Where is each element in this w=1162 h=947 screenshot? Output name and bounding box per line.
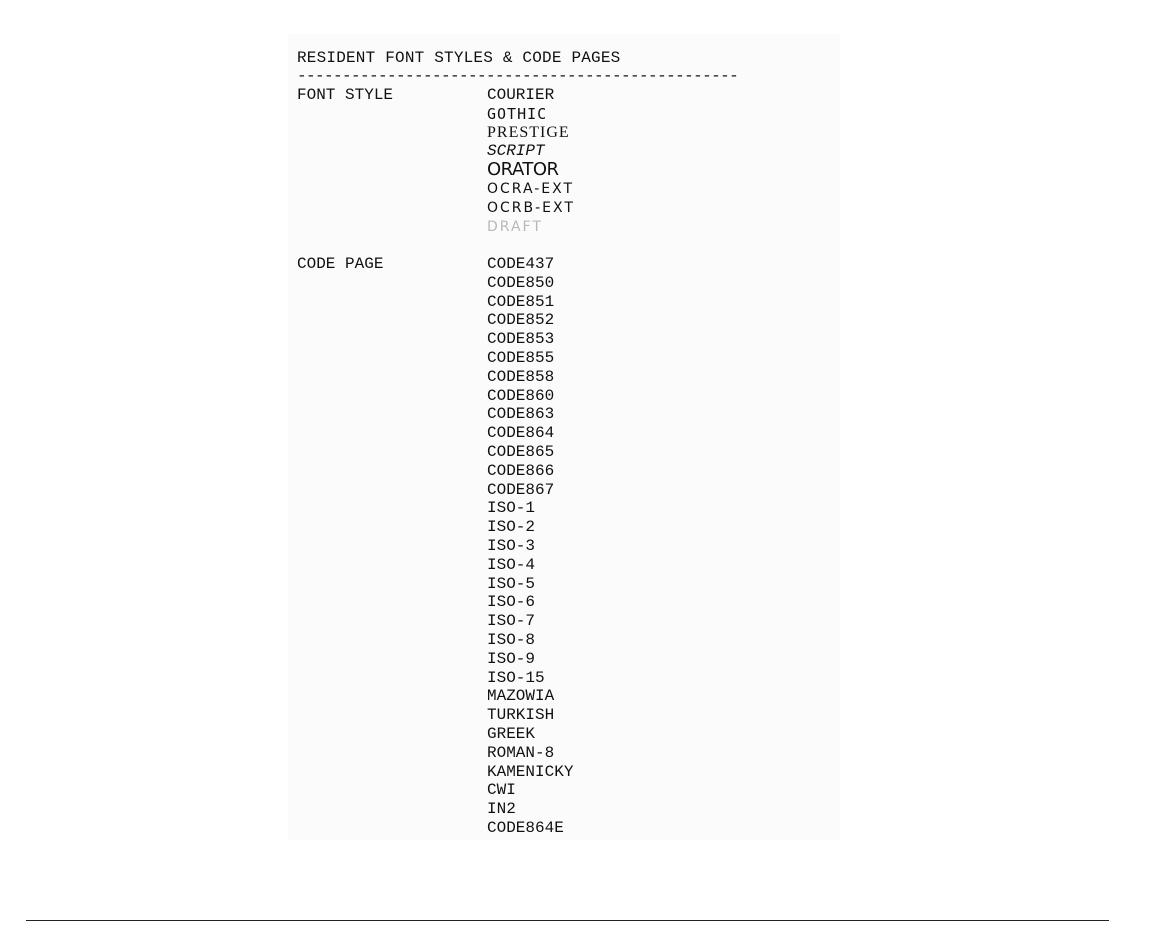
- code-page-item: CODE864: [487, 424, 555, 443]
- font-style-item: OCRA-EXT: [487, 180, 575, 197]
- code-page-item: CODE863: [487, 405, 555, 424]
- code-page-item: CWI: [487, 781, 516, 800]
- code-page-item: CODE858: [487, 367, 555, 386]
- code-page-item: GREEK: [487, 724, 536, 743]
- code-page-item: CODE860: [487, 386, 555, 405]
- code-page-item: CODE850: [487, 273, 555, 292]
- code-page-item: ISO-2: [487, 518, 536, 537]
- code-page-item: CODE437: [487, 255, 555, 273]
- code-page-item: KAMENICKY: [487, 762, 574, 781]
- code-page-item: ISO-4: [487, 555, 536, 574]
- code-page-item: CODE853: [487, 330, 555, 349]
- font-style-item: ORATOR: [487, 159, 559, 181]
- code-page-label: CODE PAGE: [297, 255, 384, 273]
- code-page-item: ISO-6: [487, 593, 536, 612]
- code-page-item: ISO-7: [487, 612, 536, 631]
- code-page-item: IN2: [487, 800, 516, 819]
- font-style-list: [487, 86, 575, 236]
- code-page-item: ISO-15: [487, 668, 545, 687]
- dashed-divider: -------------------------------------------------: [297, 67, 739, 85]
- document-title: RESIDENT FONT STYLES & CODE PAGES: [297, 49, 621, 67]
- code-page-item: TURKISH: [487, 706, 555, 725]
- font-style-label: FONT STYLE: [297, 86, 394, 104]
- code-page-item: ISO-1: [487, 499, 536, 518]
- code-page-item: CODE867: [487, 480, 555, 499]
- code-page-item: ISO-5: [487, 574, 536, 593]
- code-page-item: CODE852: [487, 311, 555, 330]
- code-page-item: CODE851: [487, 292, 555, 311]
- code-page-item: ISO-8: [487, 630, 536, 649]
- page-footer-rule: [26, 920, 1109, 921]
- font-style-item: DRAFT: [487, 218, 543, 235]
- font-style-item: SCRIPT: [487, 142, 545, 161]
- code-page-item: ISO-9: [487, 649, 536, 668]
- code-page-item: CODE864E: [487, 818, 564, 837]
- code-page-item: CODE855: [487, 348, 555, 367]
- code-page-item: MAZOWIA: [487, 687, 555, 706]
- font-style-item: COURIER: [487, 86, 555, 104]
- code-page-item: ROMAN-8: [487, 743, 555, 762]
- font-style-item: OCRB-EXT: [487, 199, 575, 216]
- font-style-item: GOTHIC: [487, 104, 548, 123]
- code-page-item: ISO-3: [487, 536, 536, 555]
- code-page-list: [487, 255, 573, 838]
- code-page-item: CODE865: [487, 442, 555, 461]
- code-page-item: CODE866: [487, 461, 555, 480]
- font-style-item: PRESTIGE: [487, 123, 570, 141]
